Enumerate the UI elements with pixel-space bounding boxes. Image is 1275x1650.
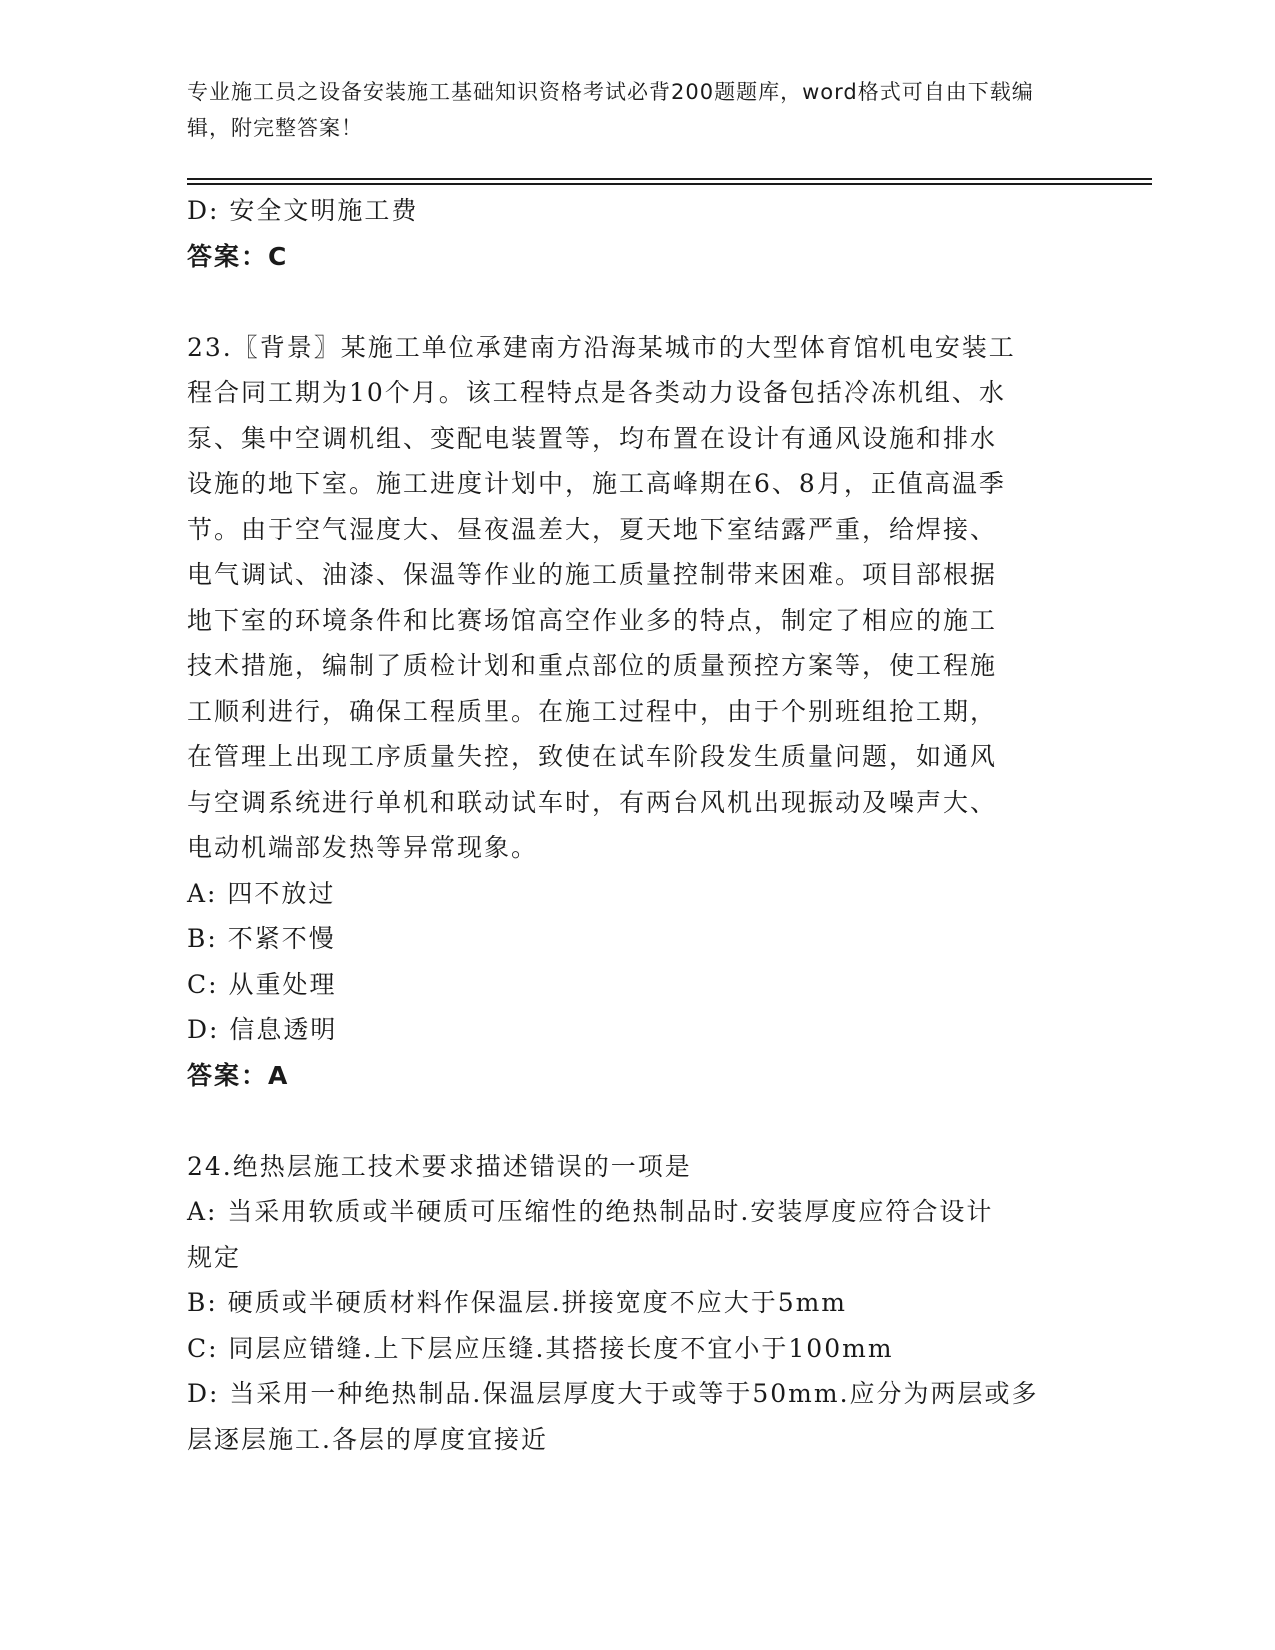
q23-line: 节。由于空气湿度大、昼夜温差大，夏天地下室结露严重，给焊接、 — [187, 514, 998, 544]
q23-answer: 答案：A — [187, 1060, 290, 1090]
q24-option-c: C: 同层应错缝.上下层应压缝.其搭接长度不宜小于100mm — [187, 1333, 894, 1363]
q23-line: 电动机端部发热等异常现象。 — [187, 833, 539, 862]
q23-option-b: B: 不紧不慢 — [187, 924, 336, 953]
q23-line: 技术措施，编制了质检计划和重点部位的质量预控方案等，使工程施 — [187, 651, 998, 680]
q23-option-c: C: 从重处理 — [187, 969, 337, 999]
q24-question: 24.绝热层施工技术要求描述错误的一项是 — [187, 1151, 692, 1181]
header-rule-top — [187, 178, 1152, 180]
document-body — [187, 188, 1087, 1462]
q23-line: 在管理上出现工序质量失控，致使在试车阶段发生质量问题，如通风 — [187, 742, 998, 771]
q23-line: 与空调系统进行单机和联动试车时，有两台风机出现振动及噪声大、 — [187, 787, 998, 817]
spacer — [187, 279, 1087, 325]
q23-line: 泵、集中空调机组、变配电装置等，均布置在设计有通风设施和排水 — [187, 423, 998, 453]
q24-option-b: B: 硬质或半硬质材料作保温层.拼接宽度不应大于5mm — [187, 1288, 848, 1317]
q23-line: 地下室的环境条件和比赛场馆高空作业多的特点，制定了相应的施工 — [187, 605, 998, 635]
q24-option-a: A: 当采用软质或半硬质可压缩性的绝热制品时.安装厚度应符合设计 — [187, 1197, 994, 1226]
header-rule-bottom — [187, 183, 1152, 185]
q23-option-d: D: 信息透明 — [187, 1015, 338, 1044]
page-header: 专业施工员之设备安装施工基础知识资格考试必背200题题库，word格式可自由下载编辑，附完整答案！ — [187, 80, 1034, 140]
q23-line: 设施的地下室。施工进度计划中，施工高峰期在6、8月，正值高温季 — [187, 469, 1006, 498]
q22-answer: 答案：C — [187, 241, 289, 271]
q24-option-d: D: 当采用一种绝热制品.保温层厚度大于或等于50mm.应分为两层或多 — [187, 1379, 1039, 1408]
q23-line: 程合同工期为10个月。该工程特点是各类动力设备包括冷冻机组、水 — [187, 378, 1006, 407]
spacer — [187, 1098, 1087, 1144]
question-24 — [187, 1144, 1087, 1463]
q23-line: 工顺利进行，确保工程质里。在施工过程中，由于个别班组抢工期， — [187, 696, 998, 726]
q23-line: 电气调试、油漆、保温等作业的施工质量控制带来困难。项目部根据 — [187, 560, 998, 589]
q24-option-d-cont: 层逐层施工.各层的厚度宜接近 — [187, 1424, 548, 1454]
q23-option-a: A: 四不放过 — [187, 878, 336, 908]
question-23 — [187, 325, 1087, 1099]
q22-option-d: D: 安全文明施工费 — [187, 196, 419, 225]
q23-line: 23.〖背景〗某施工单位承建南方沿海某城市的大型体育馆机电安装工 — [187, 332, 1016, 362]
q24-option-a-cont: 规定 — [187, 1242, 242, 1272]
